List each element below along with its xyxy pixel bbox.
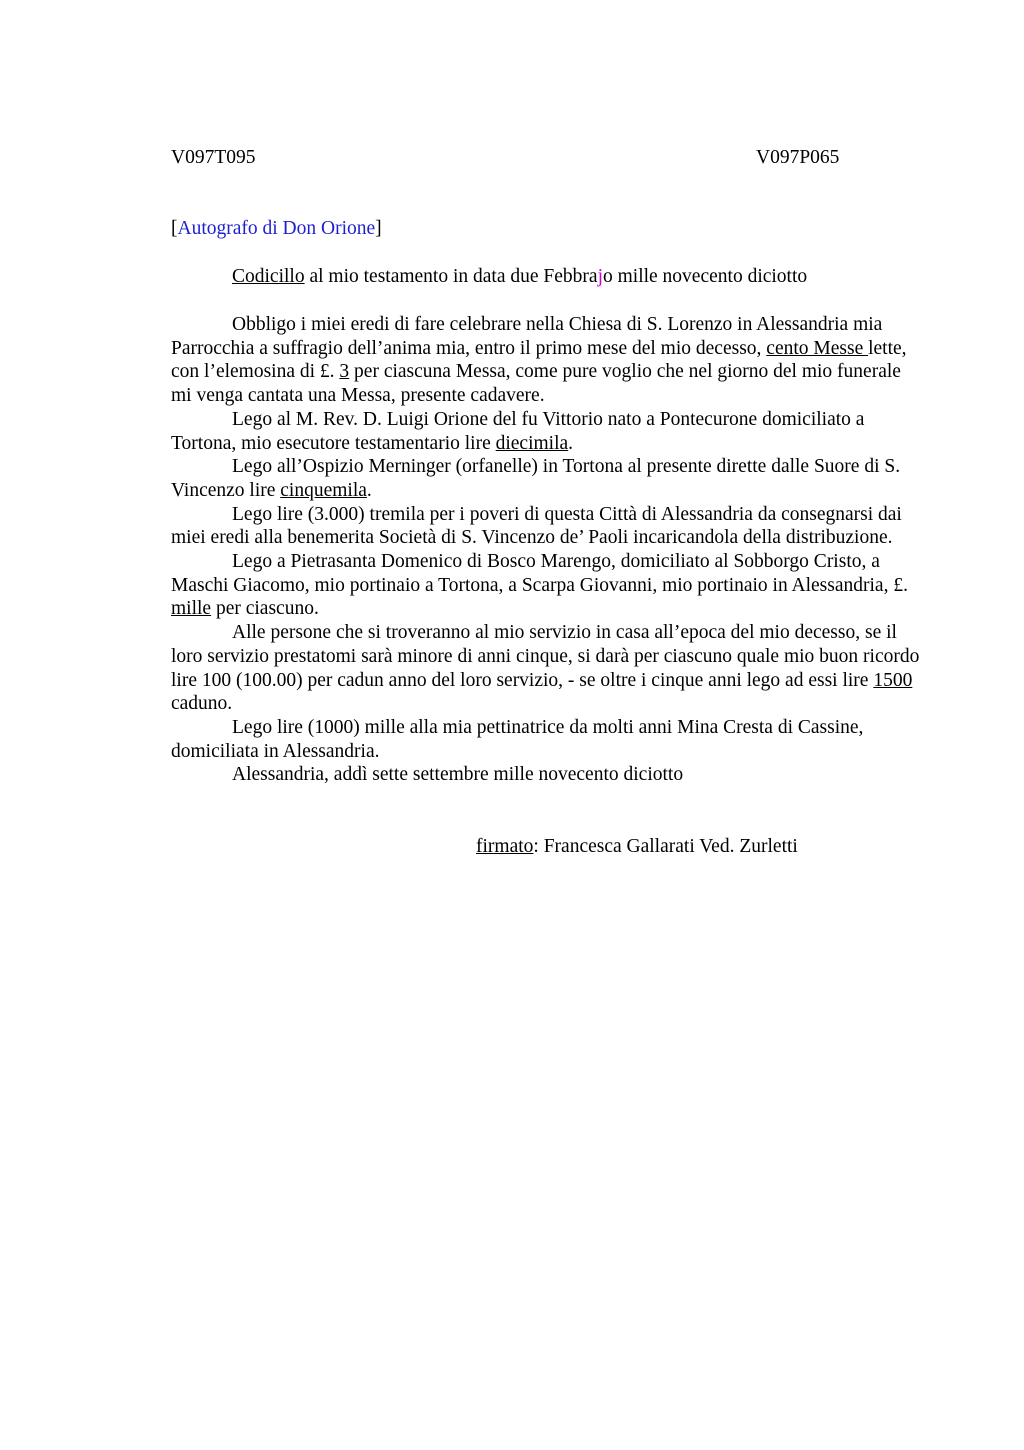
paragraph-date-line: [171, 763, 926, 787]
paragraph-text: per ciascuno.: [211, 598, 319, 620]
paragraph-text: per ciascuna Messa, come pure voglio che nel giorno del mio funerale mi venga cantata una Messa, presente cadavere.: [171, 361, 901, 407]
document-body: [171, 313, 926, 787]
underlined-text: 3: [339, 361, 350, 383]
paragraph-text: caduno.: [171, 693, 233, 715]
paragraph-text: Lego a Pietrasanta Domenico di Bosco Marengo, domiciliato al Sobborgo Cristo, a Maschi Giacomo, mio portinaio a Tortona, a Scarpa Giovanni, mio portinaio in Alessandria, £.: [171, 551, 908, 596]
paragraph-text: Obbligo i miei eredi di fare celebrare nella Chiesa di S. Lorenzo in Alessandria mia Parrocchia a suffragio dell’anima mia, entro il primo mese del mio decesso,: [171, 314, 883, 359]
paragraph-text: Alle persone che si troveranno al mio servizio in casa all’epoca del mio decesso, se il loro servizio prestatomi sarà minore di anni cinque, si darà per ciascuno quale mio buon ricordo lire 100 (100.00) per cadun anno del loro servizio, - se oltre i cinque anni lego ad essi lire: [171, 622, 920, 691]
paragraph-text: Lego all’Ospizio Merninger (orfanelle) in Tortona al presente dirette dalle Suore di S. Vincenzo lire: [171, 456, 901, 501]
paragraph-text: Alessandria, addì sette settembre mille novecento diciotto: [232, 764, 684, 786]
document-code-left: V097T095: [171, 147, 256, 168]
document-code-right: V097P065: [756, 147, 840, 168]
paragraph-text: Lego lire (1000) mille alla mia pettinatrice da molti anni Mina Cresta di Cassine, domiciliata in Alessandria.: [171, 716, 864, 762]
note-text: Autografo di Don Orione: [177, 218, 376, 239]
paragraph-orione-bequest: [171, 408, 926, 455]
paragraph-text: Lego al M. Rev. D. Luigi Orione del fu Vittorio nato a Pontecurone domiciliato a Tortona, mio esecutore testamentario lire: [171, 408, 865, 454]
title-text-b: o mille novecento diciotto: [602, 266, 808, 287]
paragraph-hairdresser-bequest: [171, 716, 926, 763]
signature-line: [476, 836, 798, 858]
underlined-text: cinquemila: [280, 479, 367, 501]
title-text-a: al mio testamento in data due Febbra: [304, 266, 598, 287]
note-close-bracket: ]: [375, 218, 382, 239]
paragraph-poor-bequest: [171, 503, 926, 550]
signature-name: : Francesca Gallarati Ved. Zurletti: [533, 836, 798, 857]
note-open-bracket: [: [171, 218, 178, 239]
paragraph-servants-bequest: [171, 621, 926, 716]
paragraph-masses: [171, 313, 926, 408]
underlined-text: diecimila: [495, 432, 569, 454]
paragraph-porters-bequest: [171, 550, 926, 621]
paragraph-text: .: [568, 432, 574, 454]
underlined-text: cento Messe: [766, 337, 869, 359]
paragraph-text: lette, con l’elemosina di £.: [171, 337, 907, 383]
signature-label: firmato: [476, 836, 534, 857]
editorial-note: [171, 218, 382, 240]
underlined-text: mille: [171, 598, 212, 620]
document-title: [232, 266, 807, 288]
title-highlight: j: [597, 266, 603, 287]
title-underlined: Codicillo: [232, 266, 305, 287]
paragraph-text: .: [366, 479, 372, 501]
paragraph-ospizio-bequest: [171, 455, 926, 502]
underlined-text: 1500: [873, 669, 913, 691]
paragraph-text: Lego lire (3.000) tremila per i poveri di questa Città di Alessandria da consegnarsi dai miei eredi alla benemerita Società di S. Vincenzo de’ Paoli incaricandola della distribuzione.: [171, 503, 902, 549]
